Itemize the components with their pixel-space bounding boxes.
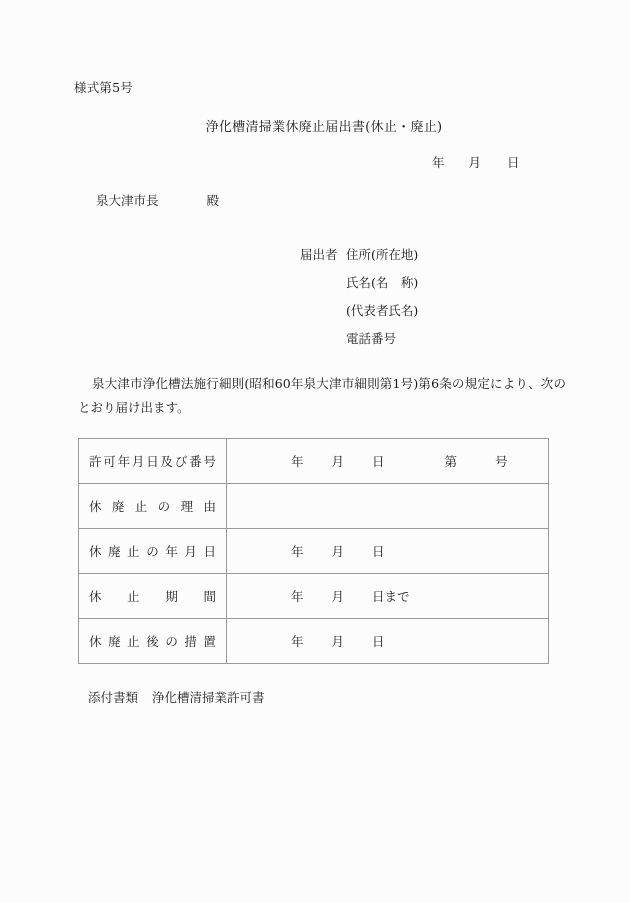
addressee-line xyxy=(96,191,219,209)
table-row-label xyxy=(79,619,227,664)
table-row xyxy=(79,574,549,619)
submitter-row xyxy=(300,325,418,353)
suspension-period-label: 休 止 期 間 xyxy=(89,589,216,604)
date-year-label: 年 xyxy=(432,155,445,170)
table-row xyxy=(79,484,549,529)
permit-date-number-value[interactable]: 年 月 日 第 号 xyxy=(227,439,549,484)
submitter-field-name: 氏名(名 称) xyxy=(346,275,419,290)
table-row xyxy=(79,619,549,664)
date-day-label: 日 xyxy=(507,155,520,170)
date-month-label: 月 xyxy=(468,155,482,170)
suspension-reason-value[interactable] xyxy=(227,484,549,529)
suspension-date-value[interactable]: 年 月 日 xyxy=(227,529,549,574)
submitter-label: 届出者 xyxy=(300,247,338,262)
table-row-label xyxy=(79,484,227,529)
form-number: 様式第5号 xyxy=(74,80,133,95)
attachment-label: 添付書類 xyxy=(88,690,139,705)
suspension-date-label: 休 廃 止 の 年 月 日 xyxy=(89,544,216,559)
submitter-row xyxy=(300,297,418,325)
attachment-line xyxy=(88,688,265,706)
table-row-label xyxy=(79,529,227,574)
table-row xyxy=(79,529,549,574)
submitter-row xyxy=(300,241,418,269)
submitter-field-phone: 電話番号 xyxy=(346,331,397,346)
submission-date-line xyxy=(432,153,520,171)
attachment-value: 浄化槽清掃業許可書 xyxy=(152,690,265,705)
table-row-label xyxy=(79,574,227,619)
submitter-field-address: 住所(所在地) xyxy=(346,247,419,262)
table-row-label xyxy=(79,439,227,484)
form-table xyxy=(78,438,549,664)
post-suspension-measures-label: 休 廃 止 後 の 措 置 xyxy=(89,634,216,649)
permit-date-number-label: 許 可 年 月 日 及 び 番 号 xyxy=(89,454,216,469)
submitter-row xyxy=(300,269,418,297)
submitter-block xyxy=(300,241,418,353)
addressee-honorific: 殿 xyxy=(206,193,220,208)
document-title: 浄化槽清掃業休廃止届出書(休止・廃止) xyxy=(205,120,443,135)
suspension-period-value[interactable]: 年 月 日まで xyxy=(227,574,549,619)
addressee-name: 泉大津市長 xyxy=(96,193,159,208)
statement-paragraph: 泉大津市浄化槽法施行細則(昭和60年泉大津市細則第1号)第6条の規定により、次のとおり届け出ます。 xyxy=(78,376,566,415)
suspension-reason-label: 休 廃 止 の 理 由 xyxy=(89,499,216,514)
post-suspension-measures-value[interactable]: 年 月 日 xyxy=(227,619,549,664)
submitter-field-representative: (代表者氏名) xyxy=(346,303,419,318)
table-row xyxy=(79,439,549,484)
